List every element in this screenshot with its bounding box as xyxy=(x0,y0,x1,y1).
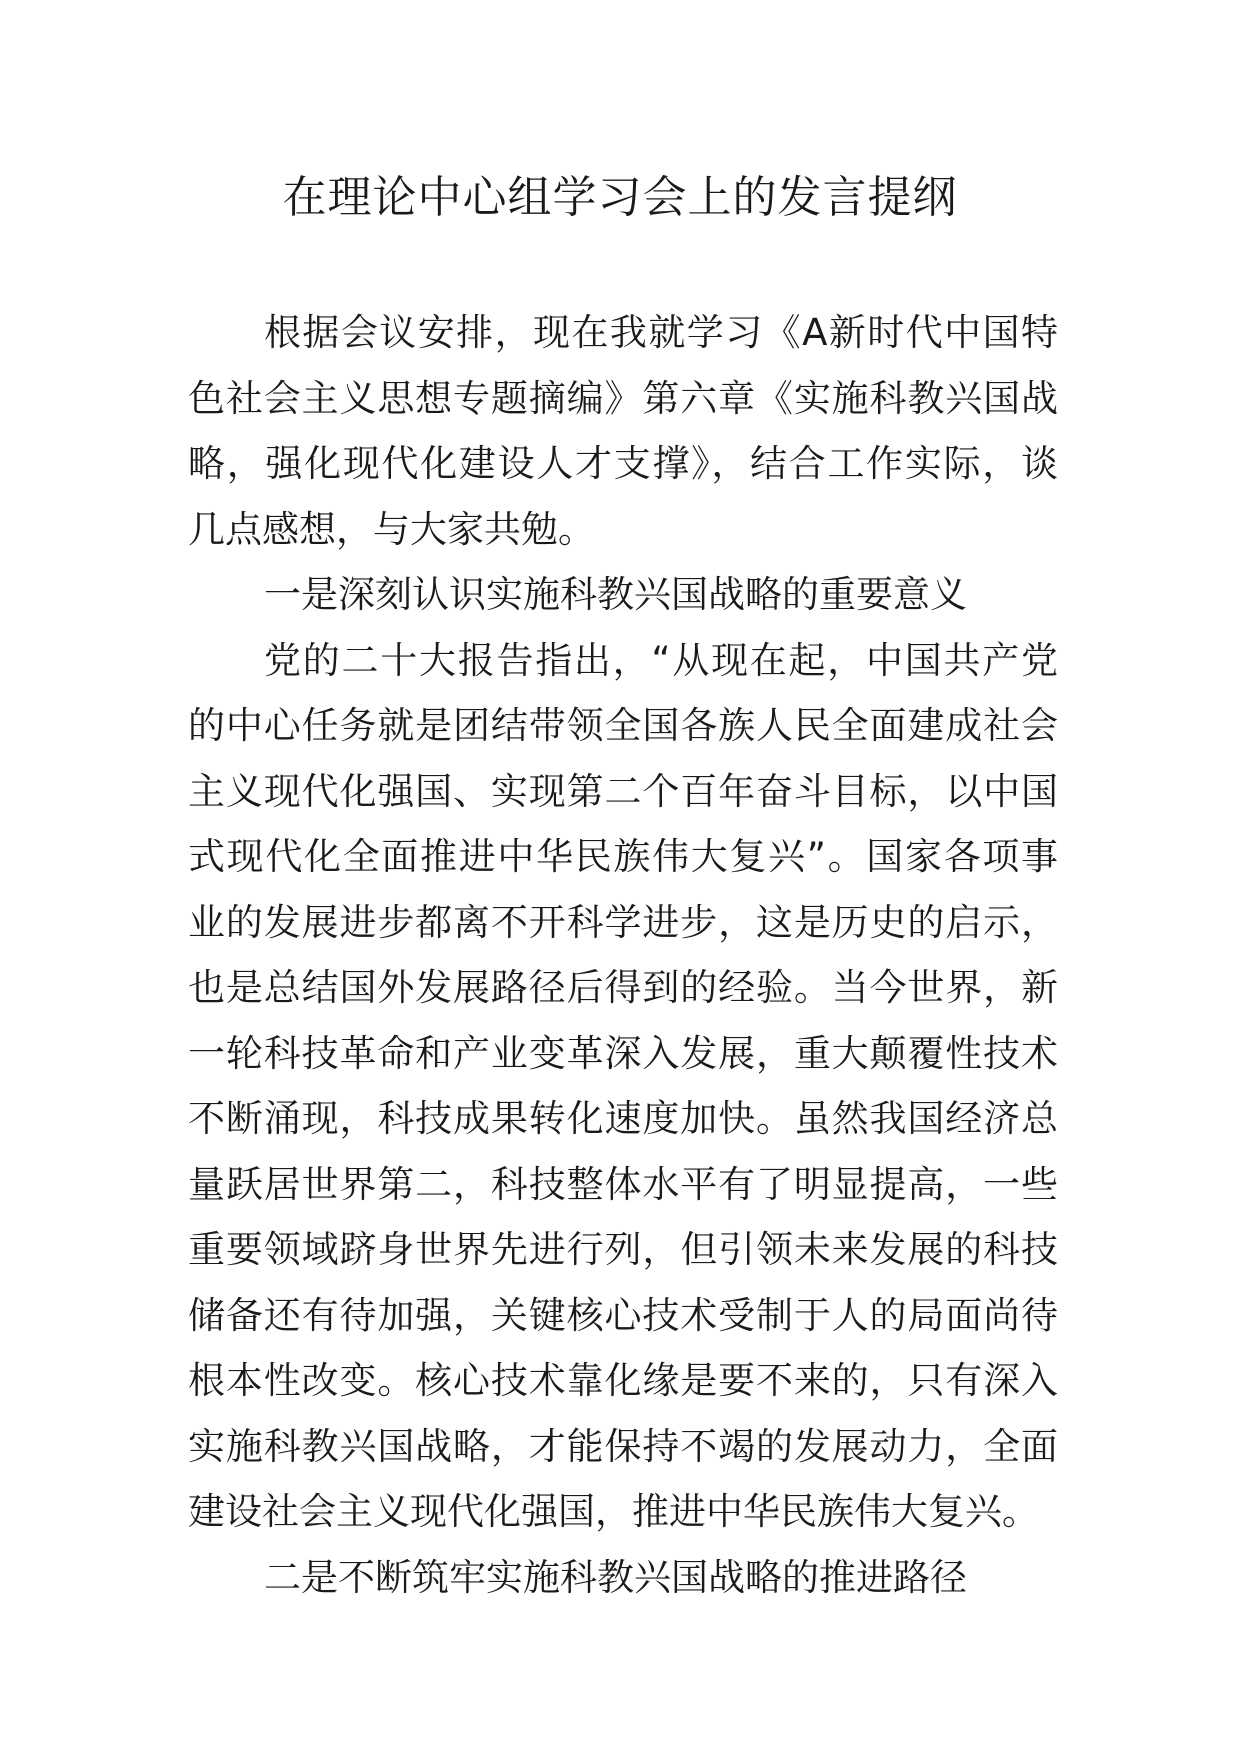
text-line: 二是不断筑牢实施科教兴国战略的推进路径 xyxy=(264,1555,967,1599)
text-line: 根本性改变。核心技术靠化缘是要不来的，只有深入 xyxy=(188,1359,1058,1402)
text-line: 量跃居世界第二，科技整体水平有了明显提高，一些 xyxy=(188,1162,1058,1206)
text-line: 式现代化全面推进中华民族伟大复兴”。国家各项事 xyxy=(188,835,1058,878)
text-line: 一轮科技革命和产业变革深入发展，重大颠覆性技术 xyxy=(188,1031,1058,1075)
text-line: 几点感想，与大家共勉。 xyxy=(188,507,595,551)
text-line: 不断涌现，科技成果转化速度加快。虽然我国经济总 xyxy=(188,1097,1058,1140)
text-line: 实施科教兴国战略，才能保持不竭的发展动力，全面 xyxy=(188,1424,1058,1468)
text-line: 业的发展进步都离不开科学进步，这是历史的启示， xyxy=(188,900,1058,944)
text-line: 也是总结国外发展路径后得到的经验。当今世界，新 xyxy=(188,966,1058,1009)
text-line: 党的二十大报告指出，“从现在起，中国共产党 xyxy=(264,638,1058,682)
document-title: 在理论中心组学习会上的发言提纲 xyxy=(282,172,958,223)
text-line: 一是深刻认识实施科教兴国战略的重要意义 xyxy=(264,573,967,616)
text-line: 的中心任务就是团结带领全国各族人民全面建成社会 xyxy=(188,704,1058,747)
text-line: 主义现代化强国、实现第二个百年奋斗目标，以中国 xyxy=(188,769,1058,813)
document-body xyxy=(188,300,1058,1610)
text-line: 重要领域跻身世界先进行列，但引领未来发展的科技 xyxy=(188,1228,1058,1271)
text-line: 色社会主义思想专题摘编》第六章《实施科教兴国战 xyxy=(188,376,1058,420)
text-line: 略，强化现代化建设人才支撑》，结合工作实际，谈 xyxy=(188,442,1058,485)
text-line: 建设社会主义现代化强国，推进中华民族伟大复兴。 xyxy=(188,1490,1039,1533)
text-line: 根据会议安排，现在我就学习《A新时代中国特 xyxy=(264,311,1058,354)
text-line: 储备还有待加强，关键核心技术受制于人的局面尚待 xyxy=(188,1293,1058,1337)
